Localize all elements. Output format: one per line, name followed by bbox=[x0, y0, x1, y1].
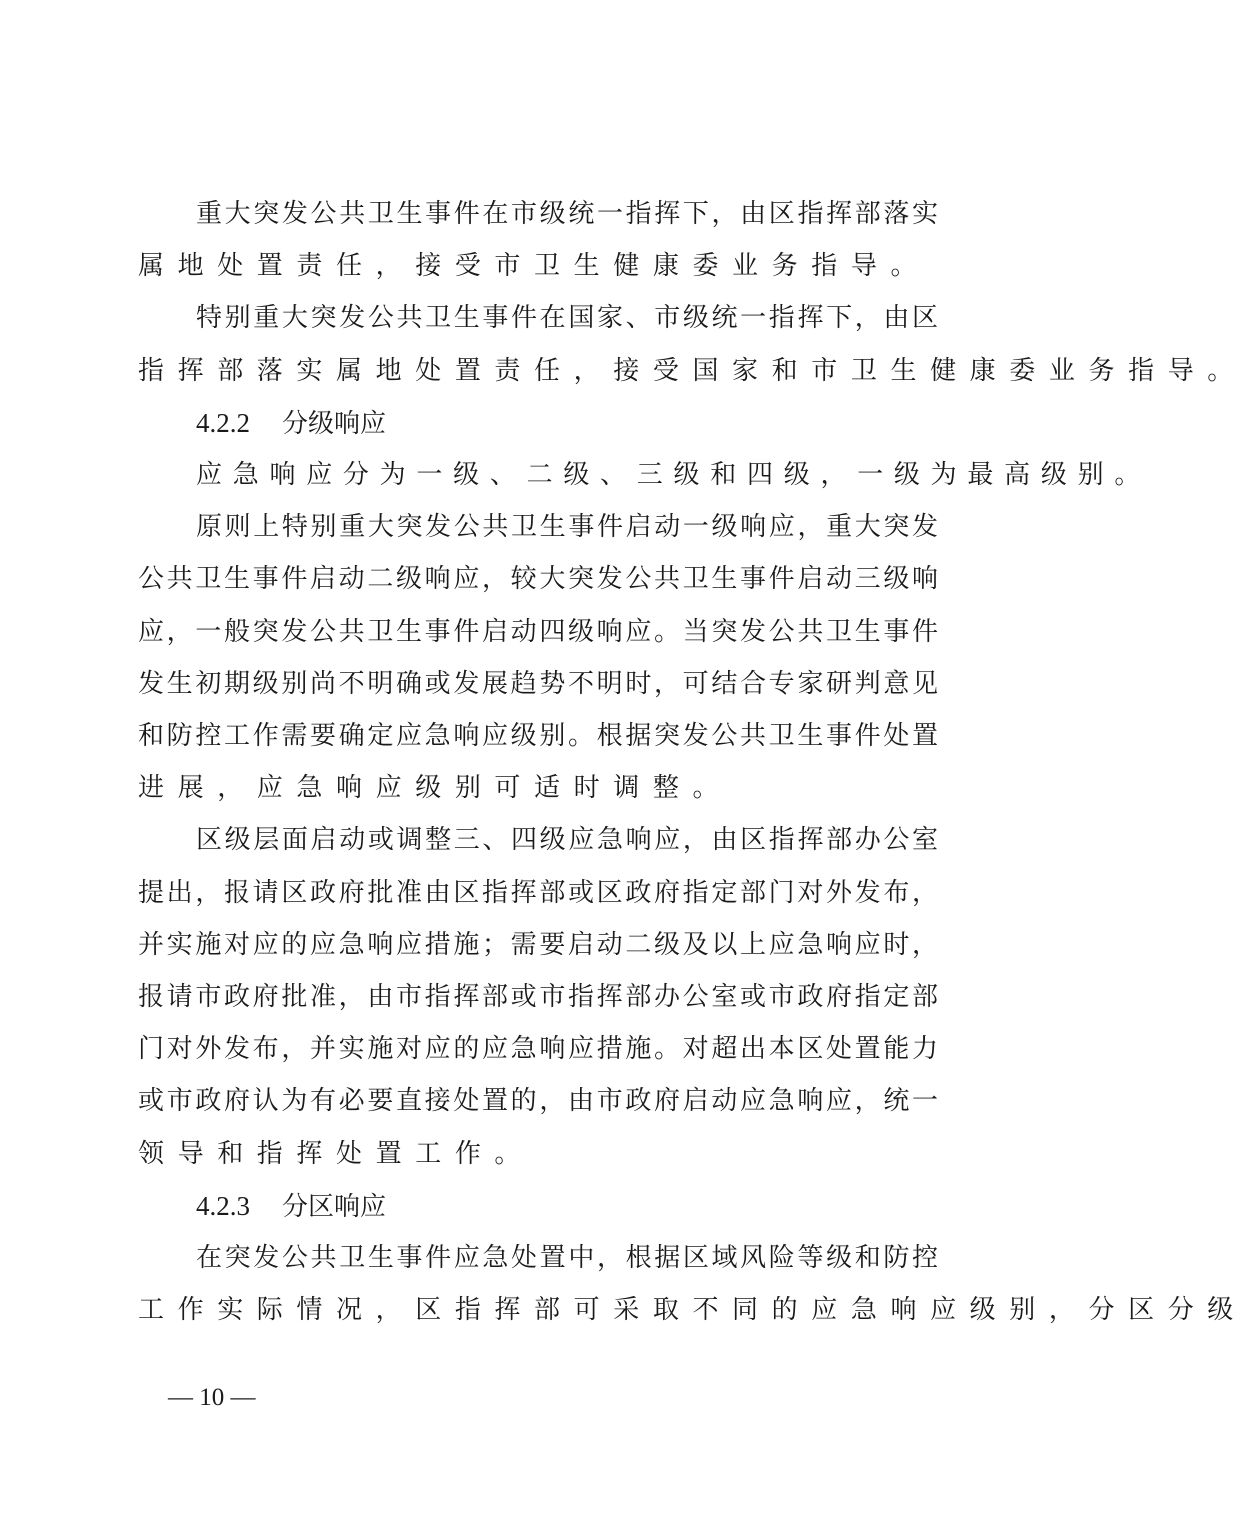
paragraph-line: 和防控工作需要确定应急响应级别。根据突发公共卫生事件处置 bbox=[138, 721, 941, 751]
paragraph-line: 指挥部落实属地处置责任，接受国家和市卫生健康委业务指导。 bbox=[138, 355, 1247, 386]
paragraph-first-line: 区级层面启动或调整三、四级应急响应，由区指挥部办公室 bbox=[196, 825, 941, 856]
paragraph-line: 门对外发布，并实施对应的应急响应措施。对超出本区处置能力 bbox=[138, 1034, 941, 1065]
paragraph-first-line: 重大突发公共卫生事件在市级统一指挥下，由区指挥部落实 bbox=[196, 199, 941, 229]
section-title: 分区响应 bbox=[282, 1191, 387, 1222]
section-title: 分级响应 bbox=[282, 408, 387, 439]
paragraph-line: 报请市政府批准，由市指挥部或市指挥部办公室或市政府指定部 bbox=[138, 982, 941, 1012]
section-heading bbox=[138, 397, 386, 449]
paragraph-line: 属地处置责任，接受市卫生健康委业务指导。 bbox=[138, 251, 931, 282]
paragraph-line: 并实施对应的应急响应措施；需要启动二级及以上应急响应时， bbox=[138, 929, 941, 960]
section-heading bbox=[138, 1180, 386, 1232]
paragraph-line: 工作实际情况，区指挥部可采取不同的应急响应级别，分区分级 bbox=[138, 1295, 1247, 1326]
paragraph-first-line: 在突发公共卫生事件应急处置中，根据区域风险等级和防控 bbox=[196, 1243, 941, 1273]
section-number: 4.2.2 bbox=[196, 407, 250, 438]
page-number: — 10 — bbox=[168, 1384, 256, 1411]
paragraph-line: 领导和指挥处置工作。 bbox=[138, 1138, 535, 1169]
paragraph-first-line: 应急响应分为一级、二级、三级和四级，一级为最高级别。 bbox=[196, 460, 1152, 490]
paragraph-line: 进展，应急响应级别可适时调整。 bbox=[138, 773, 733, 804]
section-number: 4.2.3 bbox=[196, 1190, 250, 1221]
paragraph-line: 或市政府认为有必要直接处置的，由市政府启动应急响应，统一 bbox=[138, 1086, 941, 1117]
paragraph-line: 提出，报请区政府批准由区指挥部或区政府指定部门对外发布， bbox=[138, 877, 941, 908]
paragraph-line: 公共卫生事件启动二级响应，较大突发公共卫生事件启动三级响 bbox=[138, 564, 941, 595]
paragraph-first-line: 原则上特别重大突发公共卫生事件启动一级响应，重大突发 bbox=[196, 512, 941, 543]
paragraph-line: 应，一般突发公共卫生事件启动四级响应。当突发公共卫生事件 bbox=[138, 616, 941, 647]
paragraph-line: 发生初期级别尚不明确或发展趋势不明时，可结合专家研判意见 bbox=[138, 668, 941, 699]
paragraph-first-line: 特别重大突发公共卫生事件在国家、市级统一指挥下，由区 bbox=[196, 303, 941, 334]
